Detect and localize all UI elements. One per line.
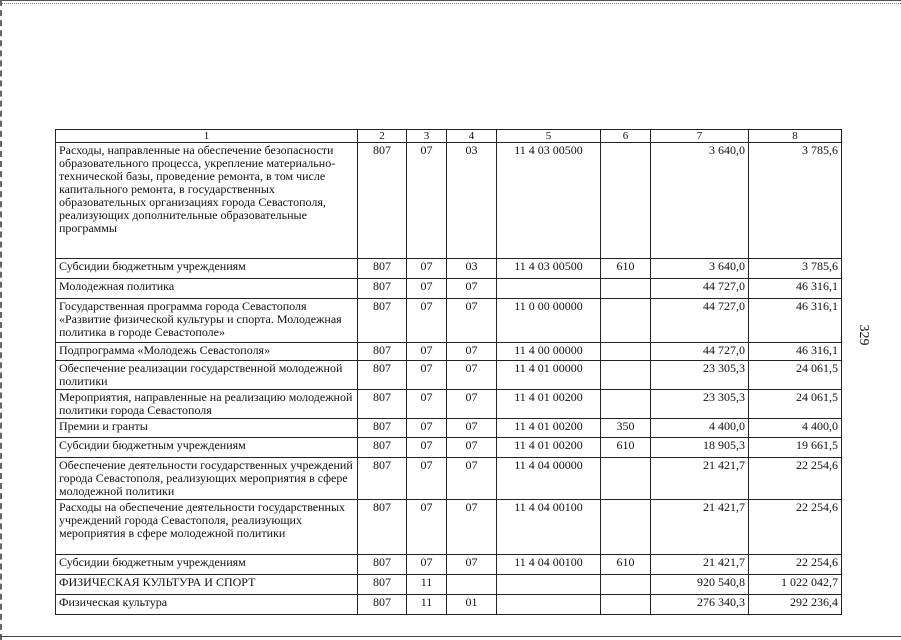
table-row [56, 500, 842, 555]
row-subsection-code: 07 [447, 279, 497, 299]
row-amount-col8: 19 661,5 [749, 438, 842, 458]
row-name: Физическая культура [56, 595, 358, 615]
row-amount-col8: 1 022 042,7 [749, 575, 842, 595]
row-subsection-code: 07 [447, 299, 497, 343]
row-amount-col7: 276 340,3 [651, 595, 749, 615]
row-name: Субсидии бюджетным учреждениям [56, 259, 358, 279]
row-amount-col7: 21 421,7 [651, 458, 749, 500]
page-number: 329 [856, 324, 871, 346]
table-row [56, 299, 842, 343]
row-name: ФИЗИЧЕСКАЯ КУЛЬТУРА И СПОРТ [56, 575, 358, 595]
row-ministry-code: 807 [358, 419, 407, 438]
row-amount-col7: 18 905,3 [651, 438, 749, 458]
table-header-row [56, 130, 842, 143]
row-name: Расходы, направленные на обеспечение безопасности образовательного процесса, укрепление материально-технической базы, проведение ремонта, в том числе капитального ремонта, в государственных образовательных организациях города Севастополя, реализующих дополнительные образовательные программы [56, 143, 358, 259]
header-col-5: 5 [497, 130, 601, 143]
row-subsection-code: 01 [447, 595, 497, 615]
row-expense-type [601, 279, 651, 299]
row-section-code: 07 [407, 555, 447, 575]
row-expense-type [601, 458, 651, 500]
row-name: Мероприятия, направленные на реализацию молодежной политики города Севастополя [56, 390, 358, 419]
row-target-article: 11 4 01 00200 [497, 419, 601, 438]
row-target-article: 11 4 00 00000 [497, 343, 601, 361]
row-subsection-code [447, 575, 497, 595]
row-section-code: 07 [407, 299, 447, 343]
scan-left-edge [0, 0, 4, 640]
row-ministry-code: 807 [358, 259, 407, 279]
row-amount-col7: 23 305,3 [651, 390, 749, 419]
row-expense-type [601, 595, 651, 615]
row-ministry-code: 807 [358, 143, 407, 259]
row-amount-col7: 3 640,0 [651, 259, 749, 279]
row-amount-col7: 44 727,0 [651, 343, 749, 361]
table-row [56, 343, 842, 361]
row-amount-col8: 24 061,5 [749, 361, 842, 390]
row-amount-col8: 46 316,1 [749, 343, 842, 361]
header-col-1: 1 [56, 130, 358, 143]
table-row [56, 575, 842, 595]
row-section-code: 07 [407, 259, 447, 279]
row-expense-type: 350 [601, 419, 651, 438]
row-amount-col8: 22 254,6 [749, 458, 842, 500]
row-ministry-code: 807 [358, 299, 407, 343]
row-target-article: 11 4 01 00000 [497, 361, 601, 390]
row-section-code: 07 [407, 458, 447, 500]
row-expense-type [601, 361, 651, 390]
header-col-6: 6 [601, 130, 651, 143]
row-amount-col7: 3 640,0 [651, 143, 749, 259]
scan-bottom-edge [0, 636, 901, 639]
row-target-article [497, 575, 601, 595]
row-amount-col8: 292 236,4 [749, 595, 842, 615]
row-ministry-code: 807 [358, 595, 407, 615]
row-amount-col8: 46 316,1 [749, 279, 842, 299]
row-ministry-code: 807 [358, 343, 407, 361]
row-amount-col8: 24 061,5 [749, 390, 842, 419]
row-expense-type [601, 343, 651, 361]
row-name: Молодежная политика [56, 279, 358, 299]
row-amount-col8: 3 785,6 [749, 259, 842, 279]
row-target-article: 11 4 03 00500 [497, 143, 601, 259]
header-col-2: 2 [358, 130, 407, 143]
row-expense-type: 610 [601, 438, 651, 458]
row-section-code: 07 [407, 500, 447, 555]
row-expense-type: 610 [601, 555, 651, 575]
row-section-code: 07 [407, 279, 447, 299]
row-ministry-code: 807 [358, 279, 407, 299]
row-ministry-code: 807 [358, 390, 407, 419]
row-subsection-code: 07 [447, 438, 497, 458]
row-name: Премии и гранты [56, 419, 358, 438]
row-amount-col7: 44 727,0 [651, 279, 749, 299]
row-subsection-code: 07 [447, 555, 497, 575]
row-amount-col7: 21 421,7 [651, 500, 749, 555]
row-target-article [497, 279, 601, 299]
row-subsection-code: 07 [447, 458, 497, 500]
header-col-8: 8 [749, 130, 842, 143]
row-section-code: 07 [407, 438, 447, 458]
row-subsection-code: 07 [447, 500, 497, 555]
row-ministry-code: 807 [358, 361, 407, 390]
row-expense-type [601, 500, 651, 555]
row-amount-col7: 23 305,3 [651, 361, 749, 390]
row-ministry-code: 807 [358, 555, 407, 575]
table-row [56, 259, 842, 279]
row-amount-col7: 920 540,8 [651, 575, 749, 595]
row-amount-col8: 46 316,1 [749, 299, 842, 343]
header-col-3: 3 [407, 130, 447, 143]
row-subsection-code: 03 [447, 143, 497, 259]
row-target-article: 11 4 03 00500 [497, 259, 601, 279]
row-subsection-code: 07 [447, 390, 497, 419]
row-subsection-code: 07 [447, 419, 497, 438]
row-name: Подпрограмма «Молодежь Севастополя» [56, 343, 358, 361]
row-amount-col7: 4 400,0 [651, 419, 749, 438]
row-name: Обеспечение реализации государственной молодежной политики [56, 361, 358, 390]
scan-top-edge [0, 0, 901, 4]
row-name: Государственная программа города Севастополя «Развитие физической культуры и спорта. Молодежная политика в городе Севастополе» [56, 299, 358, 343]
table-row [56, 361, 842, 390]
row-ministry-code: 807 [358, 575, 407, 595]
row-amount-col8: 4 400,0 [749, 419, 842, 438]
row-amount-col8: 22 254,6 [749, 500, 842, 555]
row-section-code: 07 [407, 361, 447, 390]
row-target-article: 11 4 04 00000 [497, 458, 601, 500]
row-expense-type [601, 575, 651, 595]
row-name: Обеспечение деятельности государственных учреждений города Севастополя, реализующих мероприятия в сфере молодежной политики [56, 458, 358, 500]
row-section-code: 07 [407, 143, 447, 259]
row-name: Расходы на обеспечение деятельности государственных учреждений города Севастополя, реализующих мероприятия в сфере молодежной политики [56, 500, 358, 555]
row-section-code: 07 [407, 343, 447, 361]
table-row [56, 390, 842, 419]
budget-table [55, 129, 842, 615]
row-amount-col8: 3 785,6 [749, 143, 842, 259]
row-subsection-code: 07 [447, 343, 497, 361]
row-name: Субсидии бюджетным учреждениям [56, 555, 358, 575]
row-name: Субсидии бюджетным учреждениям [56, 438, 358, 458]
row-target-article: 11 0 00 00000 [497, 299, 601, 343]
row-section-code: 07 [407, 419, 447, 438]
table-row [56, 419, 842, 438]
header-col-4: 4 [447, 130, 497, 143]
row-target-article: 11 4 04 00100 [497, 500, 601, 555]
row-amount-col8: 22 254,6 [749, 555, 842, 575]
row-section-code: 11 [407, 595, 447, 615]
row-expense-type [601, 390, 651, 419]
row-section-code: 07 [407, 390, 447, 419]
row-expense-type [601, 143, 651, 259]
row-ministry-code: 807 [358, 458, 407, 500]
row-ministry-code: 807 [358, 438, 407, 458]
row-subsection-code: 07 [447, 361, 497, 390]
row-section-code: 11 [407, 575, 447, 595]
table-row [56, 555, 842, 575]
row-target-article: 11 4 01 00200 [497, 390, 601, 419]
table-row [56, 279, 842, 299]
row-subsection-code: 03 [447, 259, 497, 279]
table-row [56, 595, 842, 615]
row-target-article: 11 4 01 00200 [497, 438, 601, 458]
row-amount-col7: 21 421,7 [651, 555, 749, 575]
row-expense-type [601, 299, 651, 343]
row-target-article: 11 4 04 00100 [497, 555, 601, 575]
row-target-article [497, 595, 601, 615]
row-amount-col7: 44 727,0 [651, 299, 749, 343]
row-expense-type: 610 [601, 259, 651, 279]
table-row [56, 458, 842, 500]
table-row [56, 143, 842, 259]
header-col-7: 7 [651, 130, 749, 143]
row-ministry-code: 807 [358, 500, 407, 555]
table-row [56, 438, 842, 458]
